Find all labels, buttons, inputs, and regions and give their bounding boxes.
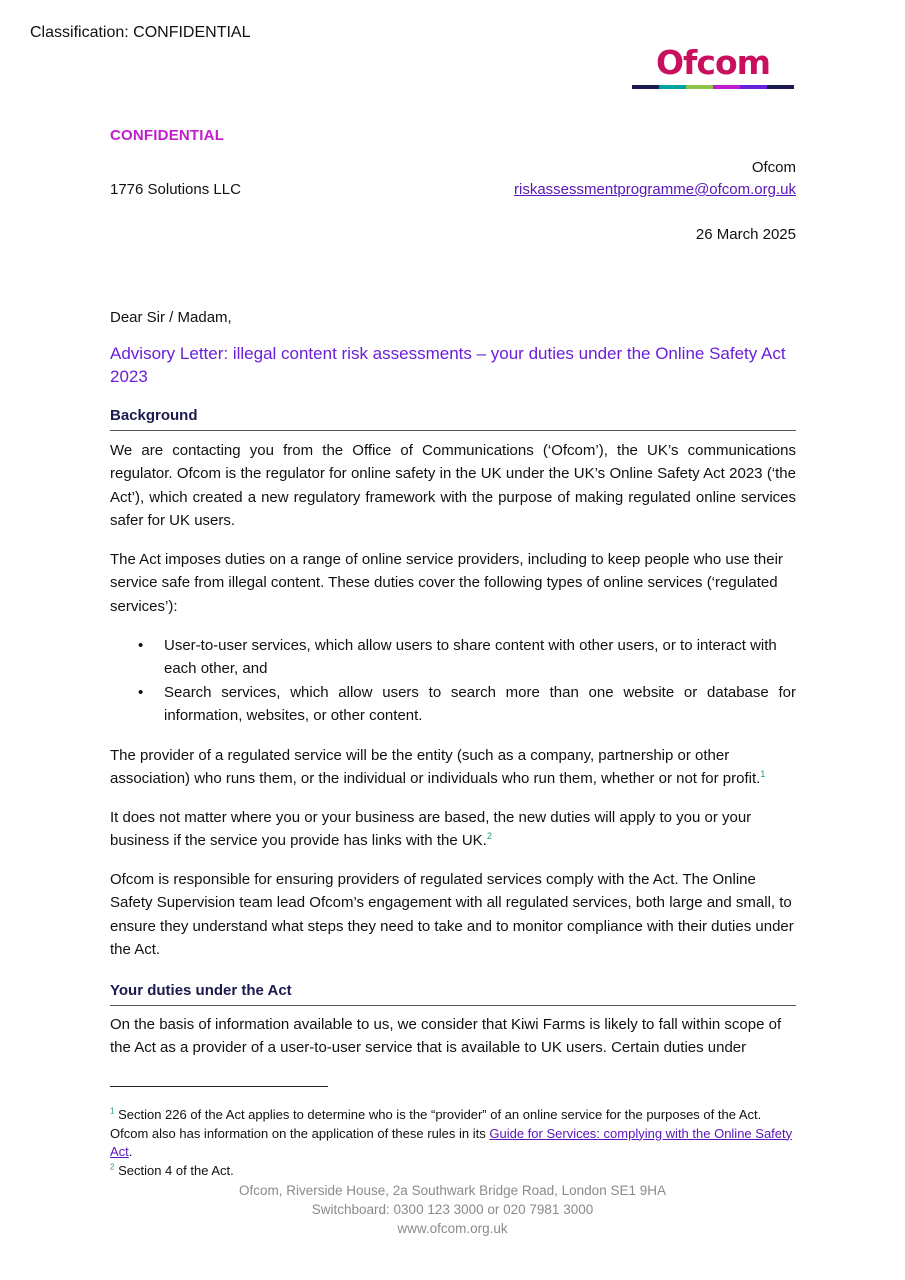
footnote-ref-2[interactable]: 2 bbox=[486, 831, 492, 842]
background-paragraph-4: It does not matter where you or your business are based, the new duties will apply to you or your business if the service you provide has links with the UK.$^2$ bbox=[110, 809, 752, 850]
footer-website[interactable]: www.ofcom.org.uk bbox=[397, 1221, 508, 1236]
background-paragraph-5: Ofcom is responsible for ensuring providers of regulated services comply with the Act. The Online Safety Supervision team lead Ofcom’s engagement with all regulated services, both large and small, to ensure they understand what steps they need to take and to monitor compliance with their duties under the Act. bbox=[110, 871, 794, 959]
ofcom-logo bbox=[630, 43, 796, 92]
logo-wordmark: Ofcom bbox=[655, 43, 771, 82]
footnote-divider bbox=[110, 1086, 328, 1087]
section-heading-duties: Your duties under the Act bbox=[110, 981, 796, 1006]
background-paragraph-2: The Act imposes duties on a range of online service providers, including to keep people who use their service safe from illegal content. These duties cover the following types of online services (‘regulated services’): bbox=[110, 551, 783, 615]
bullet-icon: • bbox=[138, 637, 144, 654]
footer-switchboard: Switchboard: 0300 123 3000 or 020 7981 3000 bbox=[311, 1202, 594, 1217]
letter-date: 26 March 2025 bbox=[695, 226, 796, 243]
sender-email-link[interactable]: riskassessmentprogramme@ofcom.org.uk bbox=[514, 181, 796, 198]
list-item: • Search services, which allow users to search more than one website or database for information, websites, or other content. bbox=[110, 681, 796, 728]
footnote-2: $^2$ Section 4 of the Act. bbox=[110, 1162, 234, 1178]
regulated-services-list bbox=[110, 634, 796, 728]
logo-stripe bbox=[632, 85, 794, 89]
letter-title: Advisory Letter: illegal content risk assessments – your duties under the Online Safety Act 2023 bbox=[110, 344, 786, 386]
sender-name: Ofcom bbox=[751, 159, 796, 176]
background-paragraph-1: We are contacting you from the Office of Communications (‘Ofcom’), the UK’s communications regulator. Ofcom is the regulator for online safety in the UK under the UK’s Online Safety Act 2023 (‘the Act’), which created a new regulatory framework with the purpose of making regulated online services safer for UK users. bbox=[110, 442, 796, 530]
bullet-icon: • bbox=[138, 683, 144, 701]
recipient-name: 1776 Solutions LLC bbox=[110, 181, 241, 198]
footer-address: Ofcom, Riverside House, 2a Southwark Bridge Road, London SE1 9HA bbox=[239, 1183, 666, 1198]
salutation: Dear Sir / Madam, bbox=[110, 309, 232, 326]
list-item: • User-to-user services, which allow users to share content with other users, or to interact with each other, and bbox=[110, 634, 796, 681]
footnote-ref-1[interactable]: 1 bbox=[760, 769, 766, 780]
background-paragraph-3: The provider of a regulated service will be the entity (such as a company, partnership or other association) who runs them, or the individual or individuals who run them, whether or not for profit.$^1$ bbox=[110, 747, 766, 788]
classification-label: Classification: CONFIDENTIAL bbox=[30, 24, 251, 41]
guide-for-services-link[interactable]: Guide for Services: complying with the Online Safety Act bbox=[110, 1125, 793, 1159]
footnote-1: $^1$ Section 226 of the Act applies to determine who is the “provider” of an online service for the purposes of the Act. Ofcom also has information on the application of these rules in its Guide for Services: complying with the Online Safety Act. bbox=[110, 1106, 793, 1159]
confidential-mark: CONFIDENTIAL bbox=[110, 127, 225, 144]
duties-paragraph-1: On the basis of information available to us, we consider that Kiwi Farms is likely to fall within scope of the Act as a provider of a user-to-user service that is available to UK users. Certain duties under bbox=[110, 1016, 782, 1057]
section-heading-background: Background bbox=[110, 406, 796, 431]
